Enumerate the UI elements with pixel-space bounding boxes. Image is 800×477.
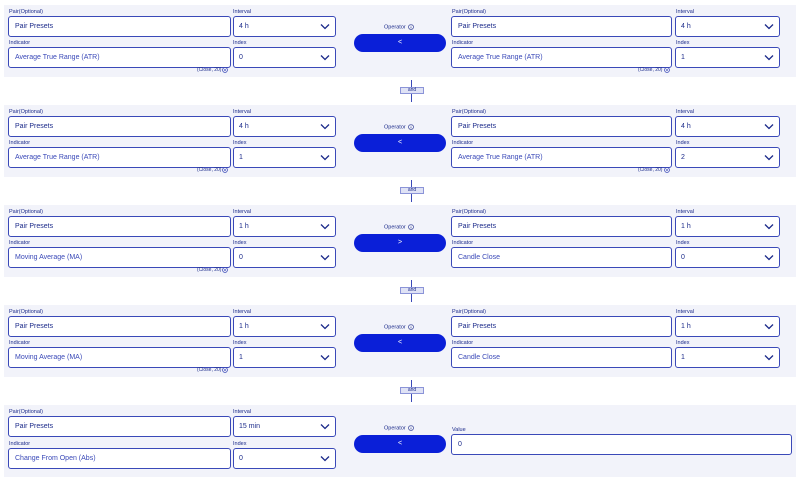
left-index-select[interactable] xyxy=(233,247,336,268)
indicator-label: Indicator xyxy=(452,140,474,146)
right-index-select[interactable] xyxy=(675,147,780,168)
left-indicator-params: (Close, 20) xyxy=(197,67,222,73)
left-index-value: 0 xyxy=(239,455,243,462)
left-interval-value: 4 h xyxy=(239,123,249,130)
pair-label: Pair(Optional) xyxy=(9,9,43,15)
left-indicator-field[interactable]: Average True Range (ATR) xyxy=(8,147,231,168)
chevron-down-icon xyxy=(320,123,330,130)
left-index-value: 0 xyxy=(239,254,243,261)
chevron-down-icon xyxy=(320,54,330,61)
right-interval-select[interactable] xyxy=(675,316,780,337)
index-label: Index xyxy=(676,140,690,146)
index-label: Index xyxy=(676,40,690,46)
right-indicator-params: (Close, 20) xyxy=(638,167,663,173)
left-pair-field[interactable]: Pair Presets xyxy=(8,16,231,37)
left-indicator-params: (Close, 20) xyxy=(197,267,222,273)
chevron-down-icon xyxy=(320,23,330,30)
left-index-value: 0 xyxy=(239,54,243,61)
left-indicator-field[interactable]: Moving Average (MA) xyxy=(8,347,231,368)
right-interval-value: 4 h xyxy=(681,23,691,30)
right-pair-field[interactable]: Pair Presets xyxy=(451,316,672,337)
right-interval-select[interactable] xyxy=(675,216,780,237)
operator-label: Operator xyxy=(384,425,414,432)
right-interval-value: 1 h xyxy=(681,223,691,230)
right-index-value: 1 xyxy=(681,354,685,361)
index-label: Index xyxy=(233,240,247,246)
right-index-select[interactable] xyxy=(675,247,780,268)
chevron-down-icon xyxy=(764,54,774,61)
info-icon[interactable] xyxy=(408,425,414,431)
pair-label: Pair(Optional) xyxy=(9,409,43,415)
pair-label: Pair(Optional) xyxy=(452,109,486,115)
condition-row-4 xyxy=(4,305,796,377)
chevron-down-icon xyxy=(764,123,774,130)
pair-label: Pair(Optional) xyxy=(9,209,43,215)
index-label: Index xyxy=(233,441,247,447)
and-badge: and xyxy=(400,287,424,294)
and-connector xyxy=(400,80,424,102)
info-icon[interactable] xyxy=(408,24,414,30)
chevron-down-icon xyxy=(764,254,774,261)
chevron-down-icon xyxy=(320,423,330,430)
gear-icon[interactable] xyxy=(222,367,228,373)
right-pair-field[interactable]: Pair Presets xyxy=(451,16,672,37)
interval-label: Interval xyxy=(233,9,252,15)
right-index-value: 0 xyxy=(681,254,685,261)
chevron-down-icon xyxy=(764,23,774,30)
pair-label: Pair(Optional) xyxy=(452,9,486,15)
operator-button[interactable]: > xyxy=(354,234,446,252)
right-indicator-field[interactable]: Candle Close xyxy=(451,347,672,368)
operator-button[interactable]: < xyxy=(354,435,446,453)
gear-icon[interactable] xyxy=(664,167,670,173)
interval-label: Interval xyxy=(676,309,695,315)
index-label: Index xyxy=(233,340,247,346)
left-pair-field[interactable]: Pair Presets xyxy=(8,416,231,437)
left-index-value: 1 xyxy=(239,354,243,361)
interval-label: Interval xyxy=(676,9,695,15)
right-pair-field[interactable]: Pair Presets xyxy=(451,216,672,237)
right-index-select[interactable] xyxy=(675,347,780,368)
right-indicator-field[interactable]: Average True Range (ATR) xyxy=(451,147,672,168)
right-pair-field[interactable]: Pair Presets xyxy=(451,116,672,137)
left-index-select[interactable] xyxy=(233,448,336,469)
chevron-down-icon xyxy=(764,323,774,330)
interval-label: Interval xyxy=(676,109,695,115)
pair-label: Pair(Optional) xyxy=(452,209,486,215)
pair-label: Pair(Optional) xyxy=(452,309,486,315)
indicator-label: Indicator xyxy=(9,40,31,46)
right-index-value: 1 xyxy=(681,54,685,61)
indicator-label: Indicator xyxy=(452,240,474,246)
right-indicator-params: (Close, 20) xyxy=(638,67,663,73)
gear-icon[interactable] xyxy=(222,67,228,73)
left-interval-select[interactable] xyxy=(233,416,336,437)
index-label: Index xyxy=(233,40,247,46)
indicator-label: Indicator xyxy=(452,40,474,46)
and-connector xyxy=(400,180,424,202)
chevron-down-icon xyxy=(764,354,774,361)
operator-label: Operator xyxy=(384,324,414,331)
condition-row-1 xyxy=(4,5,796,77)
interval-label: Interval xyxy=(233,209,252,215)
index-label: Index xyxy=(676,240,690,246)
condition-row-5 xyxy=(4,405,796,477)
chevron-down-icon xyxy=(320,254,330,261)
index-label: Index xyxy=(676,340,690,346)
left-indicator-field[interactable]: Change From Open (Abs) xyxy=(8,448,231,469)
right-interval-select[interactable] xyxy=(675,116,780,137)
right-value-input[interactable]: 0 xyxy=(451,434,792,455)
index-label: Index xyxy=(233,140,247,146)
operator-label: Operator xyxy=(384,124,414,131)
and-badge: and xyxy=(400,87,424,94)
operator-button[interactable]: < xyxy=(354,134,446,152)
and-connector xyxy=(400,280,424,302)
left-interval-select[interactable] xyxy=(233,316,336,337)
right-index-select[interactable] xyxy=(675,47,780,68)
left-pair-field[interactable]: Pair Presets xyxy=(8,216,231,237)
interval-label: Interval xyxy=(233,109,252,115)
chevron-down-icon xyxy=(320,154,330,161)
left-interval-select[interactable] xyxy=(233,16,336,37)
gear-icon[interactable] xyxy=(222,167,228,173)
chevron-down-icon xyxy=(320,455,330,462)
indicator-label: Indicator xyxy=(452,340,474,346)
right-interval-select[interactable] xyxy=(675,16,780,37)
left-interval-value: 4 h xyxy=(239,23,249,30)
pair-label: Pair(Optional) xyxy=(9,109,43,115)
indicator-label: Indicator xyxy=(9,140,31,146)
left-pair-field[interactable]: Pair Presets xyxy=(8,316,231,337)
operator-label: Operator xyxy=(384,24,414,31)
info-icon[interactable] xyxy=(408,224,414,230)
info-icon[interactable] xyxy=(408,124,414,130)
chevron-down-icon xyxy=(320,223,330,230)
left-interval-value: 1 h xyxy=(239,223,249,230)
left-indicator-params: (Close, 20) xyxy=(197,367,222,373)
condition-row-2 xyxy=(4,105,796,177)
chevron-down-icon xyxy=(764,223,774,230)
chevron-down-icon xyxy=(320,354,330,361)
left-index-select[interactable] xyxy=(233,347,336,368)
pair-label: Pair(Optional) xyxy=(9,309,43,315)
right-indicator-field[interactable]: Average True Range (ATR) xyxy=(451,47,672,68)
left-interval-value: 15 min xyxy=(239,423,261,430)
operator-label: Operator xyxy=(384,224,414,231)
chevron-down-icon xyxy=(764,154,774,161)
left-index-select[interactable] xyxy=(233,147,336,168)
and-badge: and xyxy=(400,387,424,394)
interval-label: Interval xyxy=(233,309,252,315)
operator-button[interactable]: < xyxy=(354,334,446,352)
left-interval-select[interactable] xyxy=(233,216,336,237)
indicator-label: Indicator xyxy=(9,441,31,447)
left-interval-select[interactable] xyxy=(233,116,336,137)
left-indicator-params: (Close, 20) xyxy=(197,167,222,173)
left-interval-value: 1 h xyxy=(239,323,249,330)
right-index-value: 2 xyxy=(681,154,685,161)
value-label: Value xyxy=(452,427,466,433)
right-interval-value: 1 h xyxy=(681,323,691,330)
gear-icon[interactable] xyxy=(664,67,670,73)
chevron-down-icon xyxy=(320,323,330,330)
condition-row-3 xyxy=(4,205,796,277)
right-indicator-field[interactable]: Candle Close xyxy=(451,247,672,268)
left-indicator-field[interactable]: Average True Range (ATR) xyxy=(8,47,231,68)
and-badge: and xyxy=(400,187,424,194)
left-pair-field[interactable]: Pair Presets xyxy=(8,116,231,137)
indicator-label: Indicator xyxy=(9,240,31,246)
operator-button[interactable]: < xyxy=(354,34,446,52)
right-interval-value: 4 h xyxy=(681,123,691,130)
left-index-value: 1 xyxy=(239,154,243,161)
left-indicator-field[interactable]: Moving Average (MA) xyxy=(8,247,231,268)
info-icon[interactable] xyxy=(408,324,414,330)
left-index-select[interactable] xyxy=(233,47,336,68)
and-connector xyxy=(400,380,424,402)
indicator-label: Indicator xyxy=(9,340,31,346)
interval-label: Interval xyxy=(233,409,252,415)
gear-icon[interactable] xyxy=(222,267,228,273)
interval-label: Interval xyxy=(676,209,695,215)
